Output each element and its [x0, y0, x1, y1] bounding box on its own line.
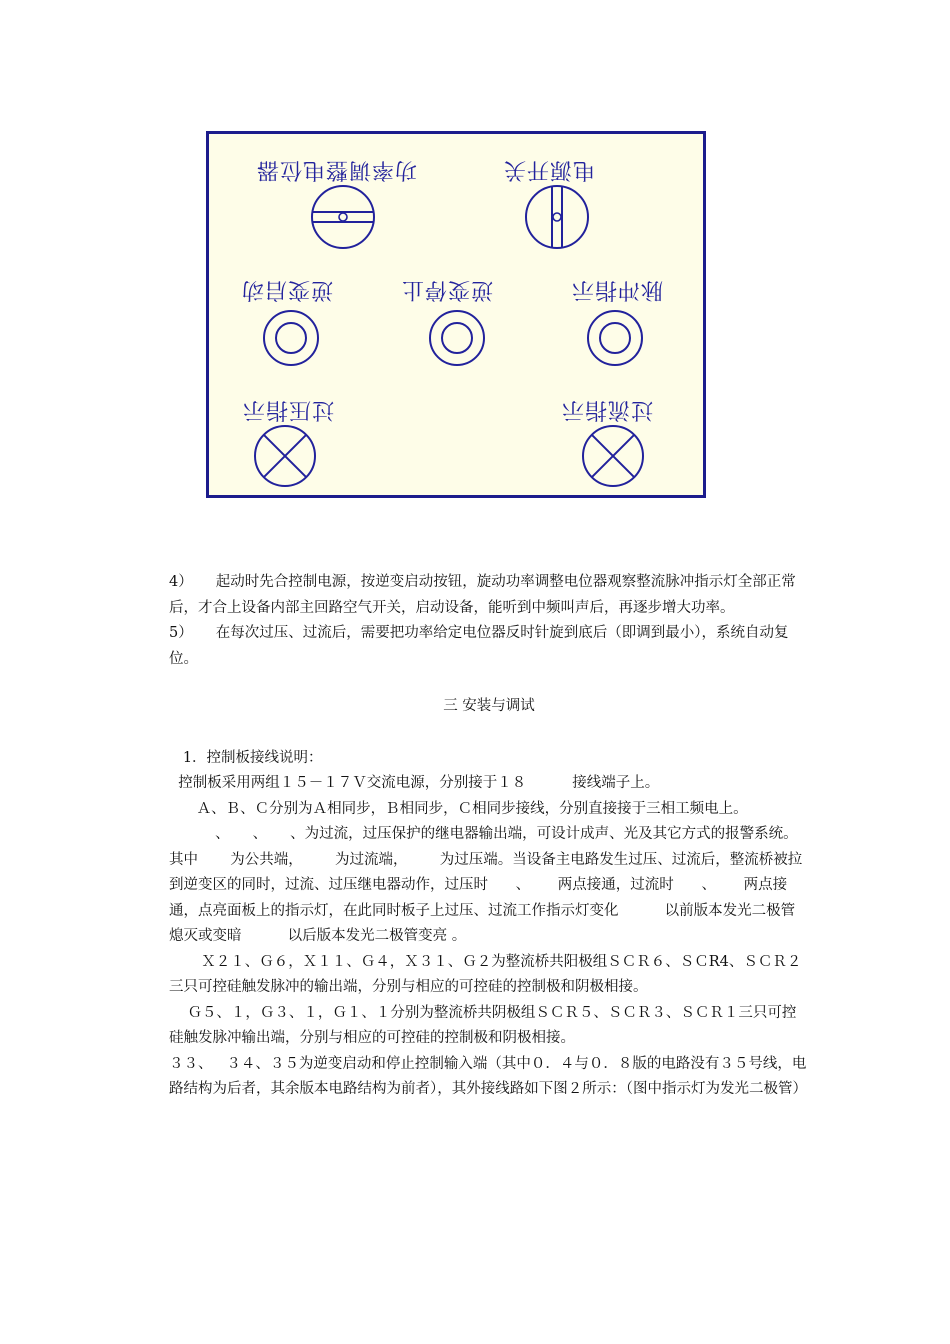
paragraph-sync: Ａ、Ｂ、Ｃ分别为Ａ相同步，Ｂ相同步，Ｃ相同步接线，分别直接接于三相工频电上。 [169, 800, 748, 817]
paragraph-subtitle: 1．控制板接线说明： [169, 749, 323, 766]
overcurrent-indicator-lamp [581, 424, 645, 488]
control-panel-diagram [206, 131, 706, 498]
document-body [169, 570, 809, 1103]
power-switch-label: 电源开关 [503, 157, 596, 182]
pulse-indicator-label: 脉冲指示 [571, 277, 664, 302]
overvoltage-indicator-label: 过压指示 [242, 397, 335, 422]
pulse-indicator-lamp [585, 308, 645, 368]
paragraph-power-supply: 控制板采用两组１５－１７Ｖ交流电源，分别接于１８ 接线端子上。 [169, 775, 660, 791]
inverter-start-label: 逆变启动 [241, 277, 334, 302]
paragraph-step-5: 5） 在每次过压、过流后，需要把功率给定电位器反时针旋到底后（即调到最小），系统自动复位。 [169, 625, 789, 667]
paragraph-relay-output: 、 、 、为过流，过压保护的继电器输出端，可设计成声、光及其它方式的报警系统。其中 为公共端， 为过流端， 为过压端。当设备主电路发生过压、过流后，整流桥被拉到逆变区的同时，过流、过压继电器动作，过压时 、 两点接通，过流时 、 两点接通，点亮面板上的指示灯，在此同时板子上过压、过流工作指示灯变化 以前版本发光二极管熄灭或变暗 以后版本发光二极管变亮 。 [169, 826, 803, 944]
paragraph-cathode-group: Ｇ５、１，Ｇ３、１，Ｇ１、１分别为整流桥共阴极组ＳＣＲ５、ＳＣＲ３、ＳＣＲ１三只可控硅触发脉冲输出端，分别与相应的可控硅的控制极和阴极相接。 [169, 1004, 797, 1046]
overvoltage-indicator-lamp [253, 424, 317, 488]
paragraph-step-4: 4） 起动时先合控制电源，按逆变启动按钮，旋动功率调整电位器观察整流脉冲指示灯全部正常后，才合上设备内部主回路空气开关，启动设备，能听到中频叫声后，再逐步增大功率。 [169, 574, 796, 616]
section-heading: 三 安装与调试 [443, 698, 535, 714]
power-pot-label: 功率调整电位器 [256, 157, 418, 182]
inverter-start-button [261, 308, 321, 368]
power-switch-knob [524, 184, 590, 250]
paragraph-anode-group: Ｘ２１、Ｇ６，Ｘ１１、Ｇ４，Ｘ３１、Ｇ２为整流桥共阳极组ＳＣＲ６、ＳＣR4、ＳＣＲ２三只可控硅触发脉冲的输出端，分别与相应的可控硅的控制极和阴极相接。 [169, 953, 802, 995]
power-potentiometer-knob [310, 184, 376, 250]
overcurrent-indicator-label: 过流指示 [561, 397, 654, 422]
inverter-stop-label: 逆变停止 [401, 277, 494, 302]
inverter-stop-button [427, 308, 487, 368]
paragraph-inverter-control: ３３、 ３４、３５为逆变启动和停止控制输入端（其中０．４与０．８版的电路没有３５号线，电路结构为后者，其余版本电路结构为前者），其外接线路如下图２所示：（图中指示灯为发光二极管） [169, 1055, 807, 1097]
